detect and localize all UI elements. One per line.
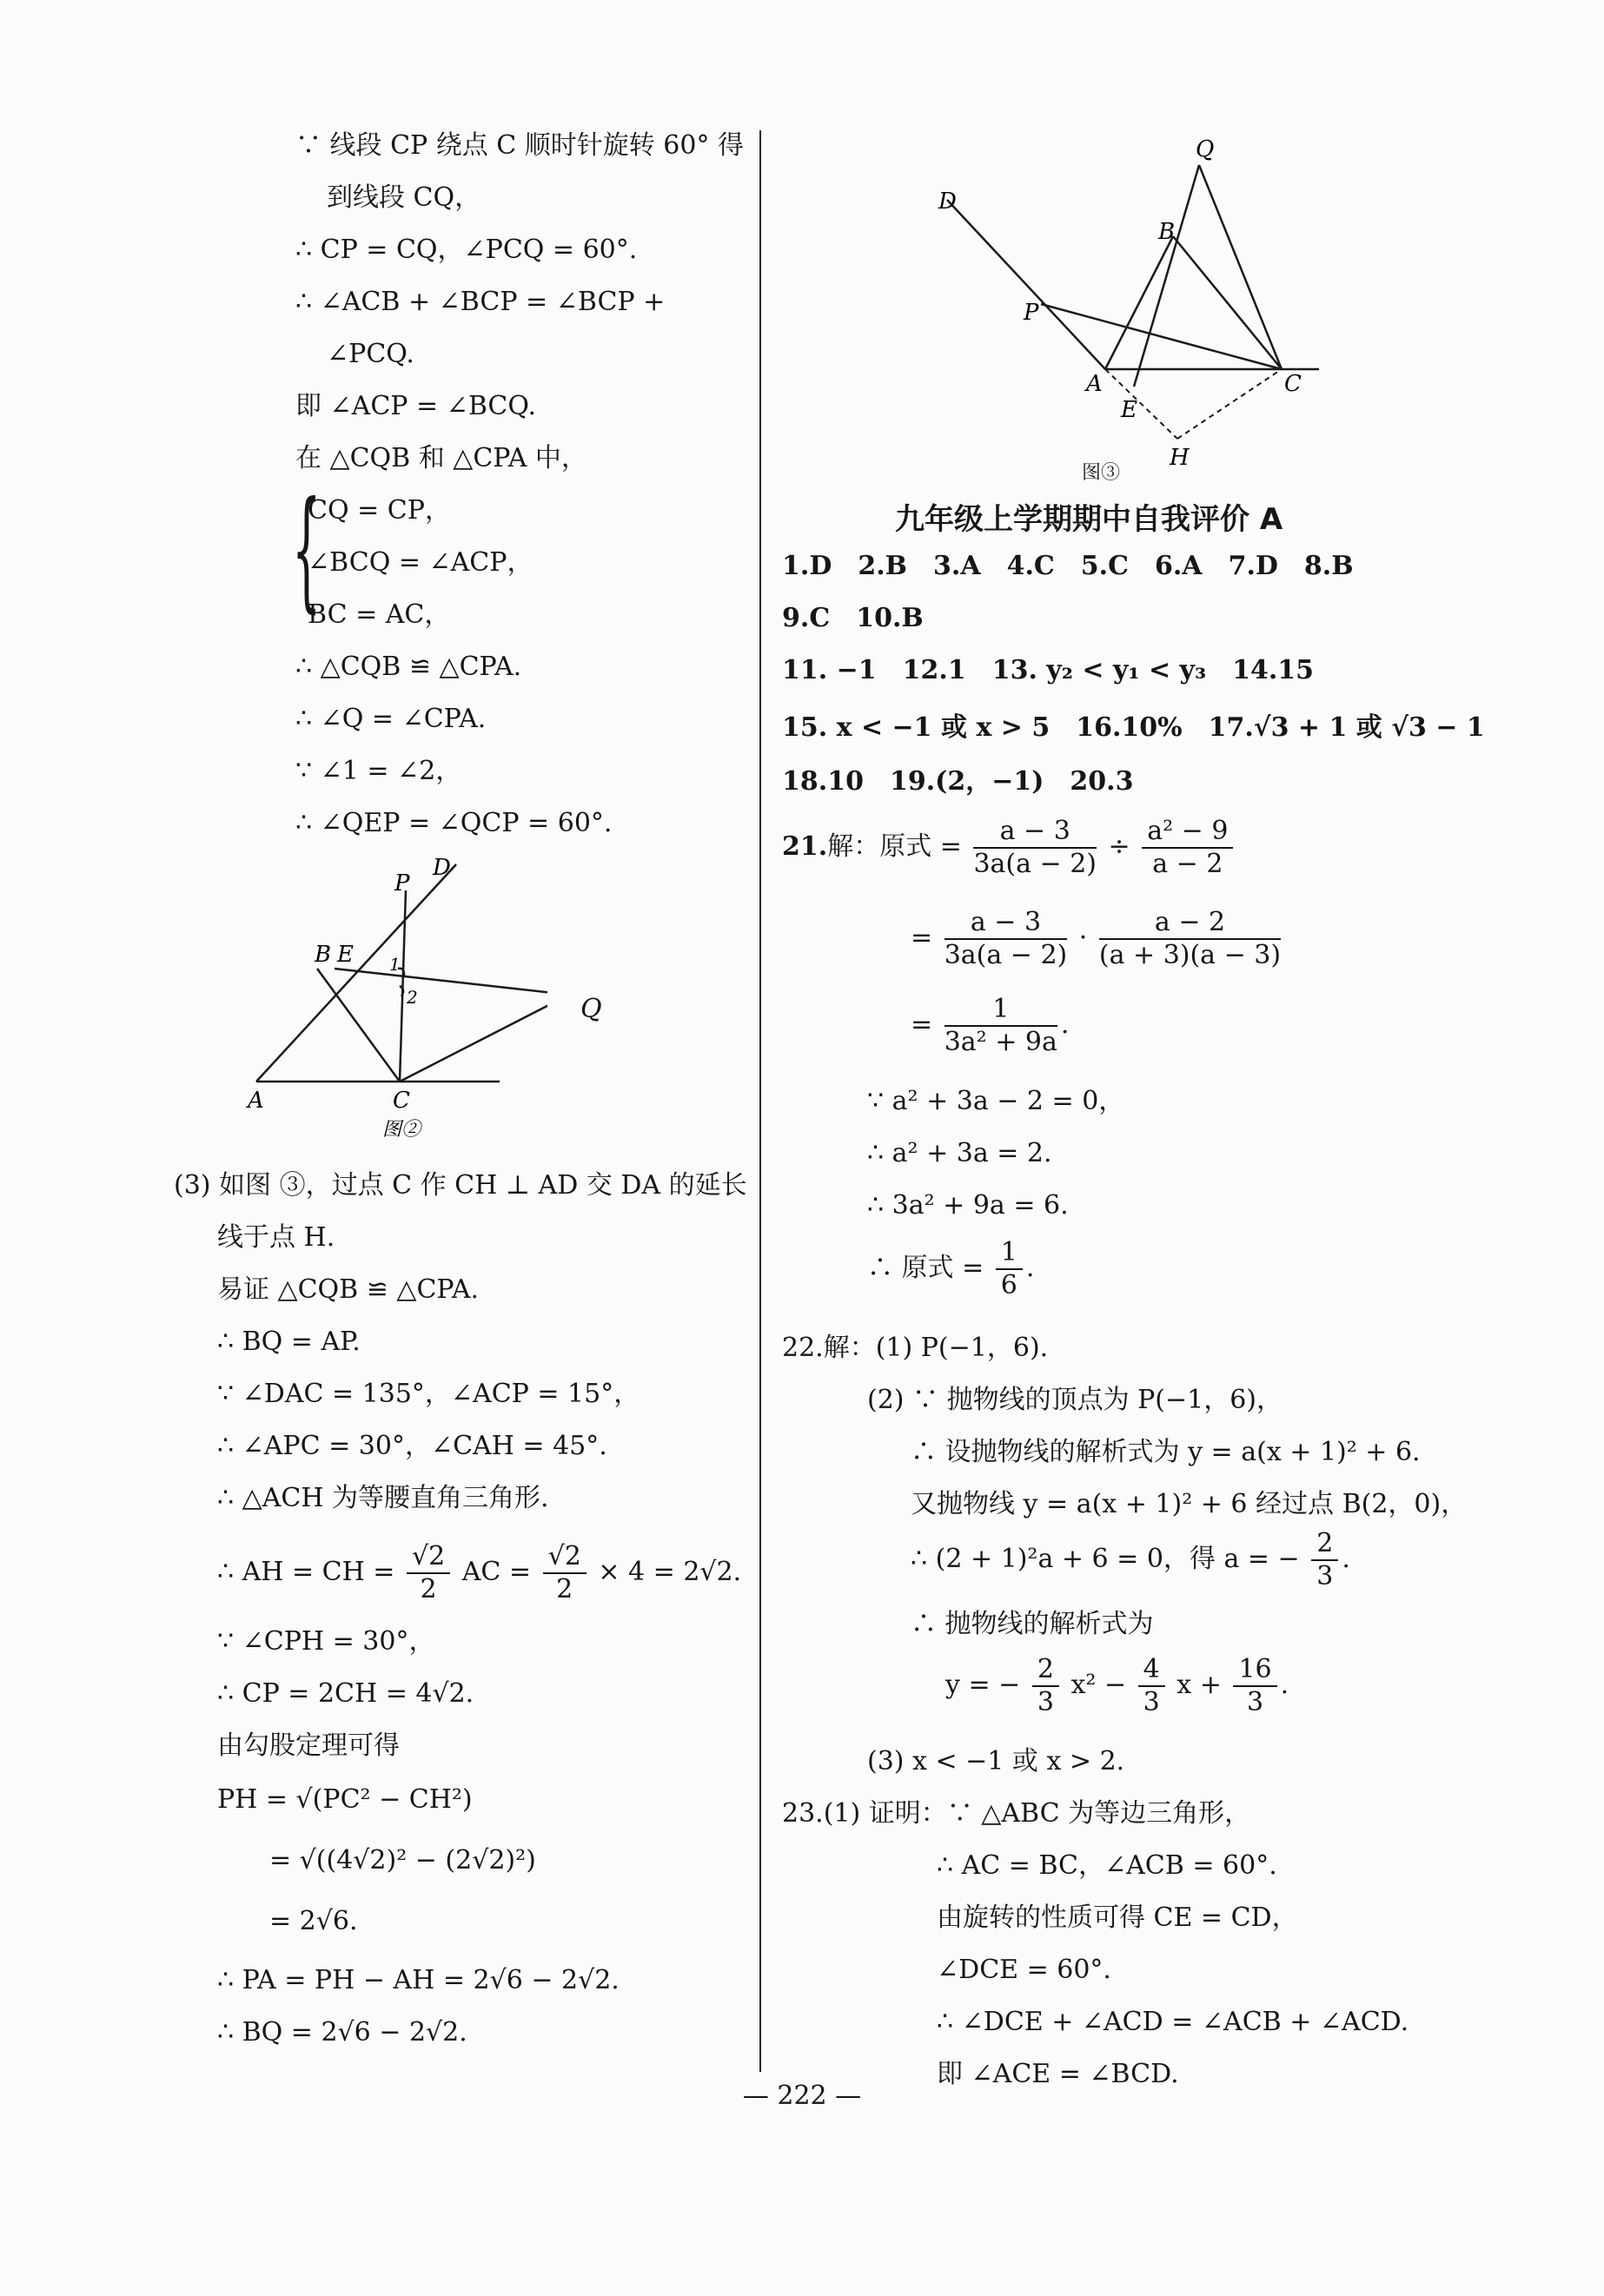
q22-line7 — [945, 1651, 1289, 1720]
text-line: ∠BCQ = ∠ACP， — [308, 547, 534, 578]
frac-den: 3a² + 9a — [944, 1027, 1057, 1057]
fig3-label: C — [1284, 371, 1302, 397]
text-line: ∴ 设抛物线的解析式为 y = a(x + 1)² + 6. — [911, 1437, 1421, 1467]
column-divider — [759, 130, 761, 2072]
text-line: BC = AC， — [308, 599, 451, 630]
frac-num: √2 — [543, 1541, 587, 1574]
fig3-line-ab — [1105, 236, 1173, 369]
text-line: ∵ ∠CPH = 30°， — [217, 1626, 435, 1657]
frac-den: (a + 3)(a − 3) — [1098, 940, 1282, 970]
text-line: 由旋转的性质可得 CE = CD， — [937, 1902, 1298, 1933]
fig2-line-bc — [317, 969, 400, 1082]
text-line: (3) x < −1 或 x > 2. — [867, 1746, 1125, 1777]
fig3-line-eq — [1134, 165, 1199, 387]
operator: ÷ — [1108, 831, 1130, 862]
text-line: ∠DCE = 60°. — [937, 1955, 1111, 1985]
fraction — [945, 907, 1068, 971]
text-line: ∴ △ACH 为等腰直角三角形. — [217, 1483, 549, 1513]
fig3-line-bc — [1173, 236, 1282, 369]
fraction — [1311, 1528, 1338, 1592]
fraction — [1099, 907, 1281, 971]
fig2-line-cq — [400, 995, 547, 1082]
fig3-label: E — [1121, 397, 1137, 423]
fig2-line-ad — [256, 864, 456, 1082]
text-line: 又抛物线 y = a(x + 1)² + 6 经过点 B(2，0)， — [911, 1489, 1468, 1519]
fig2-label: B — [315, 942, 332, 968]
fig3-label: D — [938, 189, 957, 215]
text-line: = 2√6. — [269, 1906, 358, 1936]
q22-line5 — [911, 1525, 1350, 1594]
fig2-label-q: Q — [580, 994, 602, 1024]
text-line: 到线段 CQ， — [327, 182, 481, 213]
text-line: ∴ CP = CQ，∠PCQ = 60°. — [295, 235, 638, 265]
fig2-label: 1 — [389, 954, 401, 975]
frac-num: √2 — [407, 1541, 450, 1574]
fig2-label: A — [248, 1088, 264, 1114]
frac-den: 2 — [420, 1574, 437, 1605]
fig3-label: P — [1024, 300, 1039, 326]
fig2-label: E — [337, 942, 354, 968]
frac-den: 3 — [1316, 1561, 1334, 1591]
text-line: ∴ CP = 2CH = 4√2. — [217, 1678, 474, 1709]
equals: = — [911, 1009, 933, 1040]
text-line: = √((4√2)² − (2√2)²) — [269, 1845, 536, 1876]
text-line: ∵ 线段 CP 绕点 C 顺时针旋转 60° 得 — [295, 130, 745, 161]
text-line: 即 ∠ACE = ∠BCD. — [937, 2059, 1179, 2089]
text: y = − — [945, 1670, 1021, 1700]
q21-line3 — [911, 990, 1069, 1060]
text-line: ∴ ∠APC = 30°，∠CAH = 45°. — [217, 1431, 607, 1461]
frac-den: 3 — [1143, 1687, 1160, 1717]
frac-den: 2 — [556, 1574, 573, 1605]
equals: = — [911, 923, 933, 953]
fig3-label: A — [1086, 371, 1103, 397]
q21-line2 — [911, 903, 1284, 973]
text: 解：原式 = — [827, 831, 962, 862]
q21-line1 — [782, 812, 1236, 882]
fig3-label: Q — [1196, 136, 1215, 162]
fig2-label: P — [394, 870, 410, 897]
section-title: 九年级上学期期中自我评价 A — [895, 502, 1283, 537]
q21-final — [867, 1234, 1034, 1303]
frac-den: a − 2 — [1152, 849, 1223, 879]
fig3-line-pc — [1041, 304, 1282, 369]
fig3-line-da — [947, 200, 1105, 369]
frac-num: a − 3 — [973, 816, 1097, 849]
period: . — [1342, 1544, 1350, 1574]
text: ∴ (2 + 1)²a + 6 = 0，得 a = − — [911, 1544, 1300, 1574]
fig2-label: D — [433, 855, 451, 881]
fraction — [1032, 1654, 1059, 1718]
fig3-caption: 图③ — [1082, 462, 1121, 484]
period: . — [1060, 1009, 1070, 1040]
text: × 4 = 2√2. — [598, 1557, 742, 1587]
frac-num: 16 — [1233, 1654, 1276, 1687]
page-number: — 222 — — [742, 2081, 862, 2111]
text-line: 23.(1) 证明：∵ △ABC 为等边三角形， — [782, 1798, 1251, 1829]
text-line: ∴ AC = BC，∠ACB = 60°. — [937, 1850, 1277, 1881]
fraction — [543, 1541, 587, 1605]
frac-num: 4 — [1138, 1654, 1165, 1687]
frac-den: 3 — [1037, 1687, 1054, 1717]
text-line: 线于点 H. — [217, 1222, 335, 1253]
frac-num: 1 — [945, 994, 1057, 1027]
frac-num: 2 — [1311, 1528, 1338, 1561]
fig3-line-qc — [1199, 165, 1282, 369]
text-line: ∴ BQ = 2√6 − 2√2. — [217, 2017, 467, 2048]
fig2-line-eq — [335, 969, 547, 995]
text: ∴ 原式 = — [867, 1253, 984, 1283]
frac-num: a − 2 — [1099, 907, 1281, 940]
frac-num: a − 3 — [945, 907, 1068, 940]
fraction — [973, 816, 1097, 880]
period: . — [1025, 1253, 1035, 1283]
text-line: 易证 △CQB ≌ △CPA. — [217, 1274, 480, 1305]
fig2-angle-2 — [400, 986, 403, 996]
operator: · — [1078, 923, 1088, 953]
text-line: ∴ △CQB ≌ △CPA. — [295, 652, 522, 682]
fig3-dashed-hc — [1177, 369, 1282, 439]
text-line: PH = √(PC² − CH²) — [217, 1784, 473, 1815]
text: ∴ AH = CH = — [217, 1557, 395, 1587]
text-line: ∵ ∠1 = ∠2， — [295, 756, 462, 786]
figure-2 — [235, 847, 547, 1147]
text-line: ∴ a² + 3a = 2. — [867, 1138, 1052, 1168]
fraction — [1233, 1654, 1276, 1718]
fig2-label: 2 — [407, 987, 418, 1008]
frac-den: 6 — [1000, 1270, 1017, 1300]
frac-den: 3 — [1246, 1687, 1264, 1717]
fig2-label: C — [393, 1088, 410, 1114]
text-line: 22.解：(1) P(−1，6). — [782, 1333, 1049, 1363]
figure-3 — [912, 130, 1321, 478]
text-line: ∴ ∠QEP = ∠QCP = 60°. — [295, 808, 613, 838]
text-line: ∴ ∠Q = ∠CPA. — [295, 704, 487, 734]
text-line: ∴ 3a² + 9a = 6. — [867, 1190, 1069, 1221]
text-line: (2) ∵ 抛物线的顶点为 P(−1，6)， — [867, 1385, 1283, 1415]
text-line: ∠PCQ. — [327, 339, 414, 369]
text-line: (3) 如图 ③，过点 C 作 CH ⊥ AD 交 DA 的延长 — [174, 1170, 747, 1201]
text-line: ∴ 抛物线的解析式为 — [911, 1609, 1154, 1639]
fraction — [1142, 816, 1233, 880]
text-line: ∴ BQ = AP. — [217, 1327, 361, 1357]
answer-line: 18.10 19.(2，−1) 20.3 — [782, 766, 1134, 797]
answer-line: 11. −1 12.1 13. y₂ < y₁ < y₃ 14.15 — [782, 655, 1315, 685]
text-line: ∵ ∠DAC = 135°，∠ACP = 15°， — [217, 1379, 640, 1409]
frac-num: 1 — [996, 1237, 1023, 1270]
answer-line: 1.D 2.B 3.A 4.C 5.C 6.A 7.D 8.B — [782, 551, 1354, 581]
text-line: ∴ PA = PH − AH = 2√6 − 2√2. — [217, 1965, 620, 1995]
answer-line: 15. x < −1 或 x > 5 16.10% 17.√3 + 1 或 √3 − 1 — [782, 712, 1485, 743]
text-line: ∴ ∠DCE + ∠ACD = ∠ACB + ∠ACD. — [937, 2007, 1409, 2037]
answer-line: 9.C 10.B — [782, 603, 924, 633]
text: AC = — [461, 1557, 532, 1587]
frac-den: 3a(a − 2) — [944, 940, 1068, 970]
frac-num: 2 — [1032, 1654, 1059, 1687]
text-line: 在 △CQB 和 △CPA 中， — [295, 443, 587, 473]
text-line: ∵ a² + 3a − 2 = 0， — [867, 1086, 1125, 1116]
fraction — [945, 994, 1057, 1058]
text-line: CQ = CP， — [308, 495, 451, 526]
fraction — [1138, 1654, 1165, 1718]
fig3-dashed-ah — [1105, 369, 1177, 439]
text-line: 即 ∠ACP = ∠BCQ. — [295, 391, 537, 421]
text-line: 由勾股定理可得 — [217, 1730, 400, 1761]
text-line: ∴ ∠ACB + ∠BCP = ∠BCP + — [295, 287, 666, 317]
text: x + — [1176, 1670, 1222, 1700]
text: x² − — [1070, 1670, 1127, 1700]
period: . — [1280, 1670, 1289, 1700]
fig2-caption: 图② — [382, 1119, 421, 1141]
question-number: 21. — [782, 831, 828, 862]
fraction — [407, 1541, 450, 1605]
frac-den: 3a(a − 2) — [973, 849, 1097, 879]
system-brace: { — [292, 474, 321, 625]
fig3-label: B — [1158, 219, 1176, 245]
frac-num: a² − 9 — [1142, 816, 1233, 849]
fraction — [996, 1237, 1023, 1301]
fig3-label: H — [1170, 445, 1190, 471]
ah-equation — [217, 1538, 741, 1607]
